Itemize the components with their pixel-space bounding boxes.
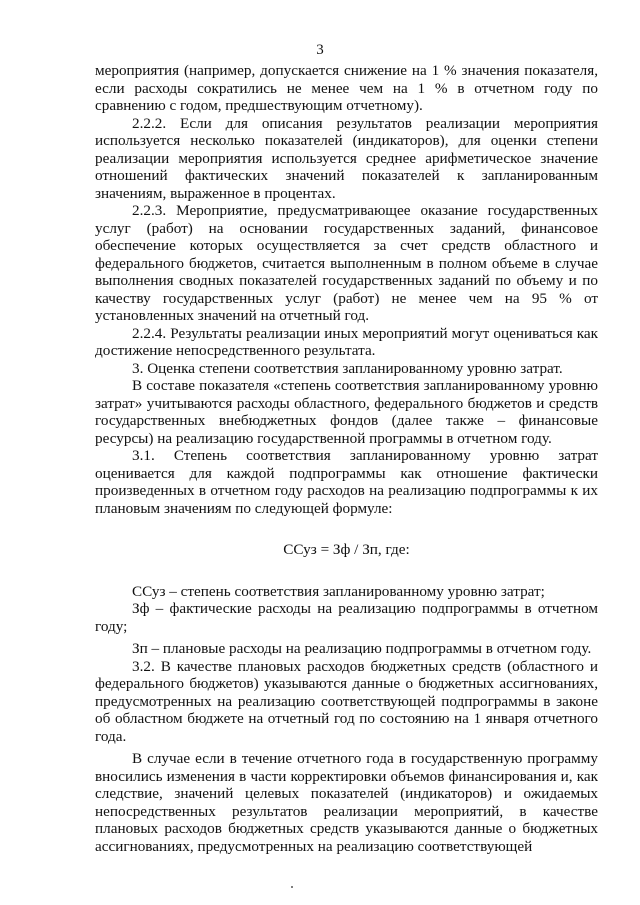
paragraph-3-2: 3.2. В качестве плановых расходов бюджетных средств (областного и федерального бюджетов) указываются данные о бюджетных ассигнованиях, предусмотренных на реализацию соответствующей подпрограммы в законе об областном бюджете на отчетный год по состоянию на 1 января отчетного года. — [95, 657, 598, 745]
paragraph-2-2-4: 2.2.4. Результаты реализации иных мероприятий могут оцениваться как достижение непосредственного результата. — [95, 324, 598, 359]
paragraph-2-2-2: 2.2.2. Если для описания результатов реализации мероприятия используется несколько показателей (индикаторов), для оценки степени реализации мероприятия используется среднее арифметическое значение отношений фактических значений показателей к запланированным значениям, выраженное в процентах. — [95, 114, 598, 202]
paragraph-cost-composition: В составе показателя «степень соответствия запланированному уровню затрат» учитываются расходы областного, федерального бюджетов и средств государственных внебюджетных фондов (далее также – финансовые ресурсы) на реализацию государственной программы в отчетном году. — [95, 377, 598, 447]
paragraph-continuation: мероприятия (например, допускается снижение на 1 % значения показателя, если расходы сократились не менее чем на 1 % в отчетном году по сравнению с годом, предшествующим отчетному). — [95, 62, 598, 114]
formula: ССуз = Зф / Зп, где: — [283, 541, 410, 558]
definition-zf: Зф – фактические расходы на реализацию подпрограммы в отчетном году; — [95, 600, 598, 635]
paragraph-budget-changes: В случае если в течение отчетного года в государственную программу вносились изменения в части корректировки объемов финансирования и, как следствие, значений целевых показателей (индикаторов) и ожидаемых непосредственных результатов реализации мероприятий, в качестве плановых расходов бюджетных средств указываются данные о бюджетных ассигнованиях, предусмотренных на реализацию соответствующей — [95, 750, 598, 855]
document-body — [95, 62, 598, 855]
definition-zp: Зп – плановые расходы на реализацию подпрограммы в отчетном году. — [132, 640, 592, 657]
page-number: 3 — [316, 42, 324, 58]
paragraph-2-2-3: 2.2.3. Мероприятие, предусматривающее оказание государственных услуг (работ) на основании государственных заданий, финансовое обеспечение которых осуществляется за счет средств областного и федерального бюджетов, считается выполненным в полном объеме в случае выполнения сводных показателей государственных заданий по объему и по качеству государственных услуг (работ) не менее чем на 95 % от установленных значений на отчетный год. — [95, 202, 598, 324]
paragraph-3-1: 3.1. Степень соответствия запланированному уровню затрат оценивается для каждой подпрограммы как отношение фактически произведенных в отчетном году расходов на реализацию подпрограммы к их плановым значениям по следующей формуле: — [95, 447, 598, 517]
section-3-heading: 3. Оценка степени соответствия запланированному уровню затрат. — [132, 359, 563, 377]
definition-ccuz: ССуз – степень соответствия запланированному уровню затрат; — [132, 582, 545, 600]
scan-speck — [291, 886, 293, 888]
